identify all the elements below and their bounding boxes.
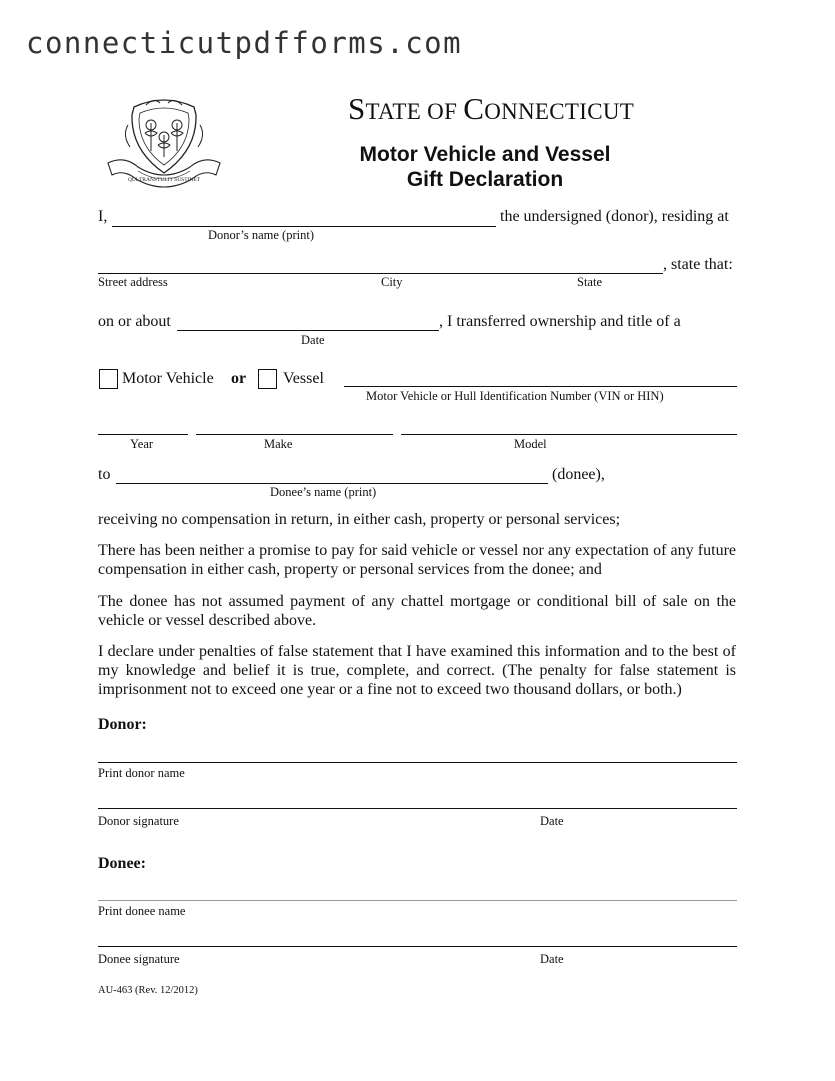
print-donor-name-field[interactable] [98, 762, 737, 763]
donee-name-field[interactable] [116, 483, 548, 484]
donor-signature-field[interactable] [98, 808, 737, 809]
seal-motto: QUI TRANSTULIT SUSTINET [127, 177, 201, 183]
model-label: Model [514, 437, 547, 451]
prefix-i: I, [98, 208, 108, 225]
donor-name-field[interactable] [112, 226, 496, 227]
motor-vehicle-checkbox[interactable] [99, 369, 118, 389]
transfer-date-field[interactable] [177, 330, 439, 331]
donee-name-label: Donee’s name (print) [270, 485, 377, 499]
state-that-text: , state that: [663, 256, 733, 273]
donee-heading: Donee: [98, 855, 146, 872]
to-text: to [98, 466, 111, 483]
make-field[interactable] [196, 434, 393, 435]
paragraph-no-promise: There has been neither a promise to pay for said vehicle or vessel nor any expectation of any future compensation in either cash, property or personal services from the donee; and [98, 542, 736, 578]
date-label: Date [301, 333, 325, 347]
year-label: Year [130, 437, 154, 451]
print-donee-name-label: Print donee name [98, 904, 186, 918]
city-label: City [381, 275, 403, 289]
vessel-checkbox[interactable] [258, 369, 277, 389]
motor-vehicle-label: Motor Vehicle [122, 370, 214, 387]
state-label: State [577, 275, 602, 289]
transferred-text: , I transferred ownership and title of a [439, 313, 681, 330]
paragraph-no-compensation: receiving no compensation in return, in either cash, property or personal services; [98, 511, 621, 528]
donee-signature-field[interactable] [98, 946, 737, 947]
donee-signature-label: Donee signature [98, 952, 180, 966]
or-label: or [231, 370, 247, 387]
donee-suffix-text: (donee), [552, 466, 605, 483]
print-donee-name-field[interactable] [98, 900, 737, 901]
vin-label: Motor Vehicle or Hull Identification Number (VIN or HIN) [366, 389, 664, 403]
vin-field[interactable] [344, 386, 737, 387]
paragraph-declaration: I declare under penalties of false statement that I have examined this information and to the best of my knowledge and belief it is true, complete, and correct. (The penalty for false statement is imprisonment not to exceed one year or a fine not to exceed two thousand dollars, or both.) [98, 643, 736, 698]
donor-heading: Donor: [98, 716, 147, 733]
donee-date-label: Date [540, 952, 564, 966]
vessel-label: Vessel [283, 370, 324, 387]
form-title-line1: Motor Vehicle and Vessel [359, 143, 611, 166]
model-field[interactable] [401, 434, 737, 435]
paragraph-no-mortgage: The donee has not assumed payment of any chattel mortgage or conditional bill of sale on the vehicle or vessel described above. [98, 593, 736, 629]
state-title: STATE OF CONNECTICUT [348, 91, 635, 126]
year-field[interactable] [98, 434, 188, 435]
connecticut-seal-icon [104, 95, 224, 195]
donor-name-label: Donor’s name (print) [208, 228, 314, 242]
address-field[interactable] [98, 273, 663, 274]
on-or-about-text: on or about [98, 313, 171, 330]
form-title-line2: Gift Declaration [406, 168, 564, 191]
donor-suffix-text: the undersigned (donor), residing at [500, 208, 729, 225]
form-id: AU-463 (Rev. 12/2012) [98, 985, 198, 996]
watermark-text: connecticutpdfforms.com [26, 26, 463, 60]
donor-signature-label: Donor signature [98, 814, 179, 828]
print-donor-name-label: Print donor name [98, 766, 185, 780]
make-label: Make [264, 437, 293, 451]
street-address-label: Street address [98, 275, 168, 289]
donor-date-label: Date [540, 814, 564, 828]
